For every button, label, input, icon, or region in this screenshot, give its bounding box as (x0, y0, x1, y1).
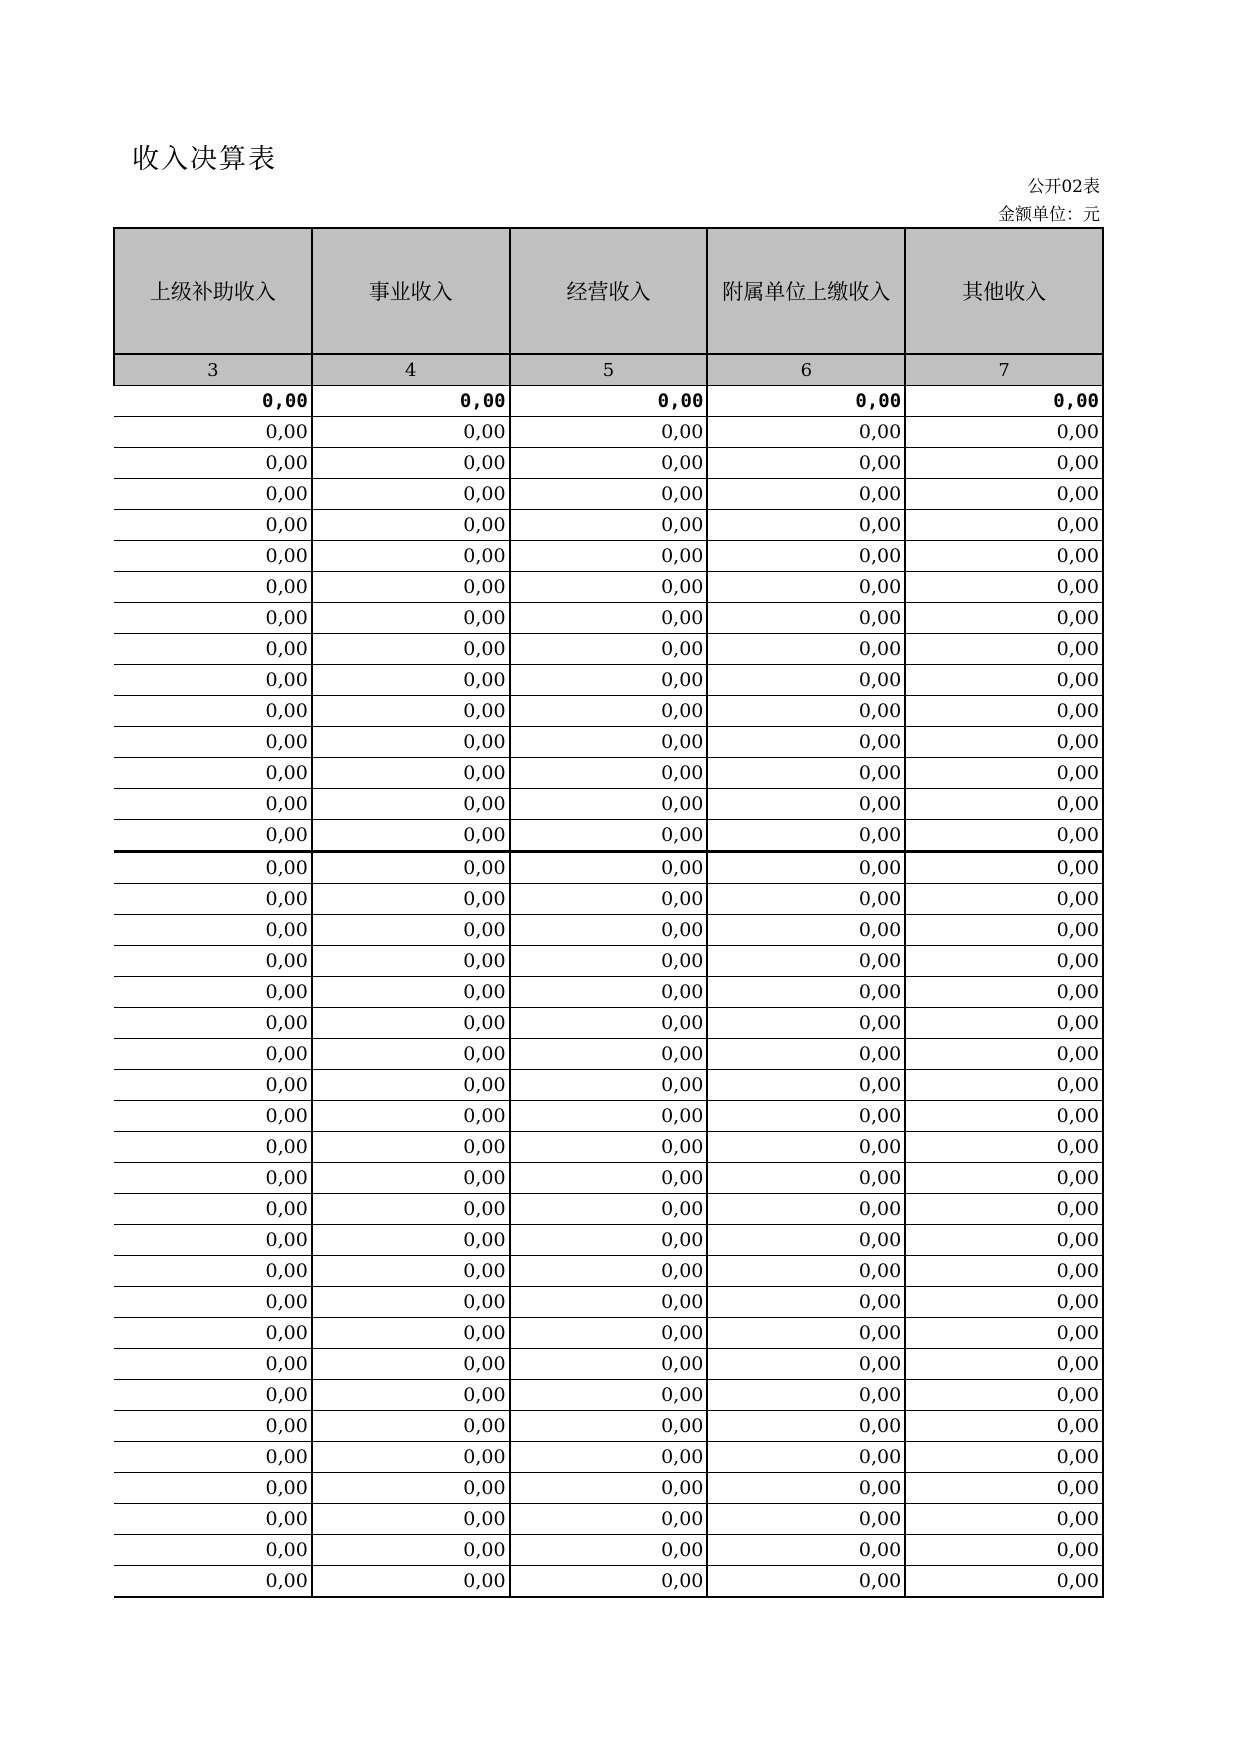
table-cell: 0,00 (312, 1473, 510, 1504)
table-cell: 0,00 (707, 1473, 905, 1504)
column-number: 3 (114, 354, 312, 386)
table-cell: 0,00 (312, 603, 510, 634)
table-row (114, 634, 1103, 665)
table-cell: 0,00 (707, 884, 905, 915)
table-cell: 0,00 (114, 977, 312, 1008)
table-row (114, 1380, 1103, 1411)
table-cell: 0,00 (510, 1411, 708, 1442)
table-cell: 0,00 (905, 1008, 1103, 1039)
table-cell: 0,00 (707, 1194, 905, 1225)
table-row (114, 1349, 1103, 1380)
table-cell: 0,00 (114, 1318, 312, 1349)
table-cell: 0,00 (510, 417, 708, 448)
table-row (114, 1566, 1103, 1598)
table-cell: 0,00 (312, 884, 510, 915)
table-cell: 0,00 (905, 1287, 1103, 1318)
table-cell: 0,00 (510, 386, 708, 417)
table-cell: 0,00 (905, 758, 1103, 789)
table-cell: 0,00 (905, 603, 1103, 634)
table-cell: 0,00 (510, 1194, 708, 1225)
table-cell: 0,00 (510, 789, 708, 820)
table-cell: 0,00 (707, 1411, 905, 1442)
table-cell: 0,00 (312, 1318, 510, 1349)
table-cell: 0,00 (905, 915, 1103, 946)
table-cell: 0,00 (905, 1318, 1103, 1349)
table-cell: 0,00 (510, 1504, 708, 1535)
table-cell: 0,00 (707, 1566, 905, 1598)
table-cell: 0,00 (312, 789, 510, 820)
income-final-accounts-table (113, 227, 1104, 1598)
table-cell: 0,00 (114, 1473, 312, 1504)
table-cell: 0,00 (114, 510, 312, 541)
table-row (114, 1194, 1103, 1225)
table-cell: 0,00 (114, 789, 312, 820)
table-cell: 0,00 (510, 1535, 708, 1566)
table-cell: 0,00 (707, 1535, 905, 1566)
table-cell: 0,00 (312, 946, 510, 977)
table-cell: 0,00 (114, 696, 312, 727)
table-row (114, 1473, 1103, 1504)
table-row (114, 1535, 1103, 1566)
table-cell: 0,00 (905, 696, 1103, 727)
table-cell: 0,00 (707, 1008, 905, 1039)
table-cell: 0,00 (114, 634, 312, 665)
table-row (114, 572, 1103, 603)
table-row (114, 603, 1103, 634)
table-cell: 0,00 (114, 603, 312, 634)
table-cell: 0,00 (707, 696, 905, 727)
table-cell: 0,00 (510, 1101, 708, 1132)
table-cell: 0,00 (510, 884, 708, 915)
table-cell: 0,00 (707, 915, 905, 946)
table-cell: 0,00 (114, 1411, 312, 1442)
table-cell: 0,00 (312, 1225, 510, 1256)
table-cell: 0,00 (707, 603, 905, 634)
column-number: 6 (707, 354, 905, 386)
table-cell: 0,00 (905, 1380, 1103, 1411)
table-cell: 0,00 (312, 1287, 510, 1318)
total-row (114, 386, 1103, 417)
table-cell: 0,00 (707, 572, 905, 603)
table-cell: 0,00 (312, 1039, 510, 1070)
table-cell: 0,00 (114, 1349, 312, 1380)
table-cell: 0,00 (114, 1225, 312, 1256)
table-cell: 0,00 (312, 1256, 510, 1287)
table-row (114, 1411, 1103, 1442)
table-cell: 0,00 (510, 479, 708, 510)
table-cell: 0,00 (510, 1349, 708, 1380)
table-row (114, 727, 1103, 758)
table-cell: 0,00 (114, 852, 312, 884)
table-cell: 0,00 (905, 1349, 1103, 1380)
table-cell: 0,00 (312, 1504, 510, 1535)
table-cell: 0,00 (707, 1318, 905, 1349)
table-cell: 0,00 (905, 1473, 1103, 1504)
table-cell: 0,00 (905, 1256, 1103, 1287)
table-cell: 0,00 (905, 1225, 1103, 1256)
table-row (114, 541, 1103, 572)
table-cell: 0,00 (312, 1380, 510, 1411)
table-cell: 0,00 (707, 1132, 905, 1163)
table-cell: 0,00 (707, 758, 905, 789)
header-superior-subsidy-income: 上级补助收入 (114, 228, 312, 354)
table-cell: 0,00 (312, 541, 510, 572)
table-cell: 0,00 (114, 946, 312, 977)
table-row (114, 510, 1103, 541)
table-cell: 0,00 (114, 1504, 312, 1535)
table-cell: 0,00 (114, 1132, 312, 1163)
table-row (114, 1225, 1103, 1256)
table-cell: 0,00 (707, 1070, 905, 1101)
table-cell: 0,00 (312, 448, 510, 479)
table-cell: 0,00 (312, 1070, 510, 1101)
table-cell: 0,00 (905, 417, 1103, 448)
table-cell: 0,00 (707, 727, 905, 758)
table-cell: 0,00 (707, 1504, 905, 1535)
table-cell: 0,00 (312, 1132, 510, 1163)
table-cell: 0,00 (510, 727, 708, 758)
table-cell: 0,00 (905, 727, 1103, 758)
column-number: 4 (312, 354, 510, 386)
table-cell: 0,00 (114, 820, 312, 852)
table-cell: 0,00 (905, 572, 1103, 603)
table-cell: 0,00 (905, 1039, 1103, 1070)
page-title: 收入决算表 (132, 144, 277, 175)
table-cell: 0,00 (114, 1008, 312, 1039)
table-cell: 0,00 (707, 417, 905, 448)
header-operating-income: 经营收入 (510, 228, 708, 354)
table-cell: 0,00 (510, 1008, 708, 1039)
table-cell: 0,00 (510, 1163, 708, 1194)
table-cell: 0,00 (510, 510, 708, 541)
table-cell: 0,00 (707, 1225, 905, 1256)
table-cell: 0,00 (312, 1535, 510, 1566)
table-cell: 0,00 (510, 1473, 708, 1504)
table-row (114, 448, 1103, 479)
table-cell: 0,00 (312, 977, 510, 1008)
header-business-income: 事业收入 (312, 228, 510, 354)
table-row (114, 1504, 1103, 1535)
table-row (114, 1008, 1103, 1039)
table-cell: 0,00 (905, 1070, 1103, 1101)
table-cell: 0,00 (905, 884, 1103, 915)
table-cell: 0,00 (905, 479, 1103, 510)
table-row (114, 946, 1103, 977)
table-cell: 0,00 (114, 1039, 312, 1070)
table-code: 公开02表 (1027, 177, 1100, 197)
table-cell: 0,00 (312, 1349, 510, 1380)
table-cell: 0,00 (510, 1225, 708, 1256)
table-cell: 0,00 (905, 820, 1103, 852)
table-cell: 0,00 (707, 852, 905, 884)
table-cell: 0,00 (510, 1070, 708, 1101)
table-cell: 0,00 (905, 1566, 1103, 1598)
table-cell: 0,00 (312, 634, 510, 665)
table-cell: 0,00 (114, 884, 312, 915)
table-row (114, 479, 1103, 510)
header-other-income: 其他收入 (905, 228, 1103, 354)
table-cell: 0,00 (312, 852, 510, 884)
table-row (114, 915, 1103, 946)
column-number-row (114, 354, 1103, 386)
table-cell: 0,00 (707, 541, 905, 572)
table-cell: 0,00 (510, 852, 708, 884)
table-cell: 0,00 (905, 852, 1103, 884)
table-cell: 0,00 (114, 1442, 312, 1473)
table-cell: 0,00 (707, 386, 905, 417)
table-cell: 0,00 (510, 572, 708, 603)
table-cell: 0,00 (707, 1442, 905, 1473)
table-row (114, 417, 1103, 448)
table-cell: 0,00 (905, 510, 1103, 541)
table-cell: 0,00 (707, 1039, 905, 1070)
table-cell: 0,00 (905, 1535, 1103, 1566)
table-cell: 0,00 (510, 946, 708, 977)
table-cell: 0,00 (114, 541, 312, 572)
table-row (114, 1132, 1103, 1163)
table-cell: 0,00 (510, 758, 708, 789)
table-cell: 0,00 (510, 820, 708, 852)
table-row (114, 852, 1103, 884)
table-cell: 0,00 (312, 417, 510, 448)
table-cell: 0,00 (905, 665, 1103, 696)
table-cell: 0,00 (905, 1411, 1103, 1442)
table-cell: 0,00 (707, 946, 905, 977)
table-cell: 0,00 (510, 1380, 708, 1411)
table-cell: 0,00 (905, 789, 1103, 820)
table-cell: 0,00 (905, 448, 1103, 479)
table-cell: 0,00 (510, 1039, 708, 1070)
table-cell: 0,00 (114, 448, 312, 479)
table-cell: 0,00 (312, 696, 510, 727)
table-row (114, 1101, 1103, 1132)
table-cell: 0,00 (510, 915, 708, 946)
table-cell: 0,00 (114, 479, 312, 510)
table-cell: 0,00 (312, 1163, 510, 1194)
table-cell: 0,00 (114, 1566, 312, 1598)
table-cell: 0,00 (114, 1194, 312, 1225)
table-cell: 0,00 (510, 1442, 708, 1473)
table-row (114, 1070, 1103, 1101)
table-cell: 0,00 (707, 479, 905, 510)
header-row (114, 228, 1103, 354)
table-cell: 0,00 (114, 386, 312, 417)
column-number: 7 (905, 354, 1103, 386)
table-cell: 0,00 (312, 1008, 510, 1039)
table-cell: 0,00 (707, 448, 905, 479)
table-cell: 0,00 (114, 665, 312, 696)
table-row (114, 1442, 1103, 1473)
table-row (114, 1256, 1103, 1287)
table-cell: 0,00 (114, 1256, 312, 1287)
table-body (114, 386, 1103, 1598)
header-subsidiary-remittance-income: 附属单位上缴收入 (707, 228, 905, 354)
table-cell: 0,00 (905, 1504, 1103, 1535)
table-cell: 0,00 (510, 1287, 708, 1318)
table-cell: 0,00 (510, 1132, 708, 1163)
table-cell: 0,00 (905, 634, 1103, 665)
table-row (114, 884, 1103, 915)
table-row (114, 1287, 1103, 1318)
table-row (114, 1039, 1103, 1070)
table-cell: 0,00 (114, 1287, 312, 1318)
table-cell: 0,00 (905, 1163, 1103, 1194)
table-cell: 0,00 (114, 915, 312, 946)
table-cell: 0,00 (312, 386, 510, 417)
table-cell: 0,00 (707, 1256, 905, 1287)
table-cell: 0,00 (114, 1163, 312, 1194)
table-cell: 0,00 (312, 758, 510, 789)
table-cell: 0,00 (114, 1101, 312, 1132)
table-row (114, 758, 1103, 789)
table-cell: 0,00 (312, 1194, 510, 1225)
income-table-container (113, 227, 1102, 1598)
table-cell: 0,00 (510, 1566, 708, 1598)
table-cell: 0,00 (707, 634, 905, 665)
table-cell: 0,00 (707, 1163, 905, 1194)
table-cell: 0,00 (312, 1101, 510, 1132)
table-cell: 0,00 (510, 696, 708, 727)
table-cell: 0,00 (707, 820, 905, 852)
table-cell: 0,00 (114, 727, 312, 758)
table-cell: 0,00 (114, 1380, 312, 1411)
table-cell: 0,00 (312, 1411, 510, 1442)
table-cell: 0,00 (114, 1070, 312, 1101)
table-cell: 0,00 (312, 727, 510, 758)
table-cell: 0,00 (312, 915, 510, 946)
table-cell: 0,00 (114, 417, 312, 448)
table-cell: 0,00 (905, 977, 1103, 1008)
table-cell: 0,00 (510, 1256, 708, 1287)
table-cell: 0,00 (905, 1132, 1103, 1163)
table-row (114, 1163, 1103, 1194)
table-cell: 0,00 (707, 665, 905, 696)
table-cell: 0,00 (312, 665, 510, 696)
table-row (114, 665, 1103, 696)
table-cell: 0,00 (905, 1194, 1103, 1225)
table-cell: 0,00 (312, 1442, 510, 1473)
table-cell: 0,00 (510, 541, 708, 572)
table-cell: 0,00 (510, 603, 708, 634)
table-cell: 0,00 (905, 946, 1103, 977)
table-cell: 0,00 (312, 479, 510, 510)
table-cell: 0,00 (905, 386, 1103, 417)
table-cell: 0,00 (312, 510, 510, 541)
table-cell: 0,00 (312, 1566, 510, 1598)
table-cell: 0,00 (312, 820, 510, 852)
column-number: 5 (510, 354, 708, 386)
table-row (114, 789, 1103, 820)
table-cell: 0,00 (114, 572, 312, 603)
table-cell: 0,00 (312, 572, 510, 603)
table-cell: 0,00 (707, 977, 905, 1008)
table-cell: 0,00 (510, 665, 708, 696)
table-row (114, 696, 1103, 727)
table-row (114, 1318, 1103, 1349)
table-cell: 0,00 (114, 1535, 312, 1566)
table-cell: 0,00 (114, 758, 312, 789)
table-cell: 0,00 (707, 1287, 905, 1318)
table-cell: 0,00 (510, 448, 708, 479)
table-cell: 0,00 (707, 789, 905, 820)
table-cell: 0,00 (905, 541, 1103, 572)
table-cell: 0,00 (905, 1442, 1103, 1473)
amount-unit: 金额单位：元 (998, 205, 1100, 225)
table-cell: 0,00 (510, 977, 708, 1008)
table-cell: 0,00 (510, 634, 708, 665)
table-cell: 0,00 (707, 1101, 905, 1132)
table-cell: 0,00 (510, 1318, 708, 1349)
table-cell: 0,00 (905, 1101, 1103, 1132)
table-cell: 0,00 (707, 510, 905, 541)
table-row (114, 977, 1103, 1008)
table-cell: 0,00 (707, 1380, 905, 1411)
table-row (114, 820, 1103, 852)
table-cell: 0,00 (707, 1349, 905, 1380)
